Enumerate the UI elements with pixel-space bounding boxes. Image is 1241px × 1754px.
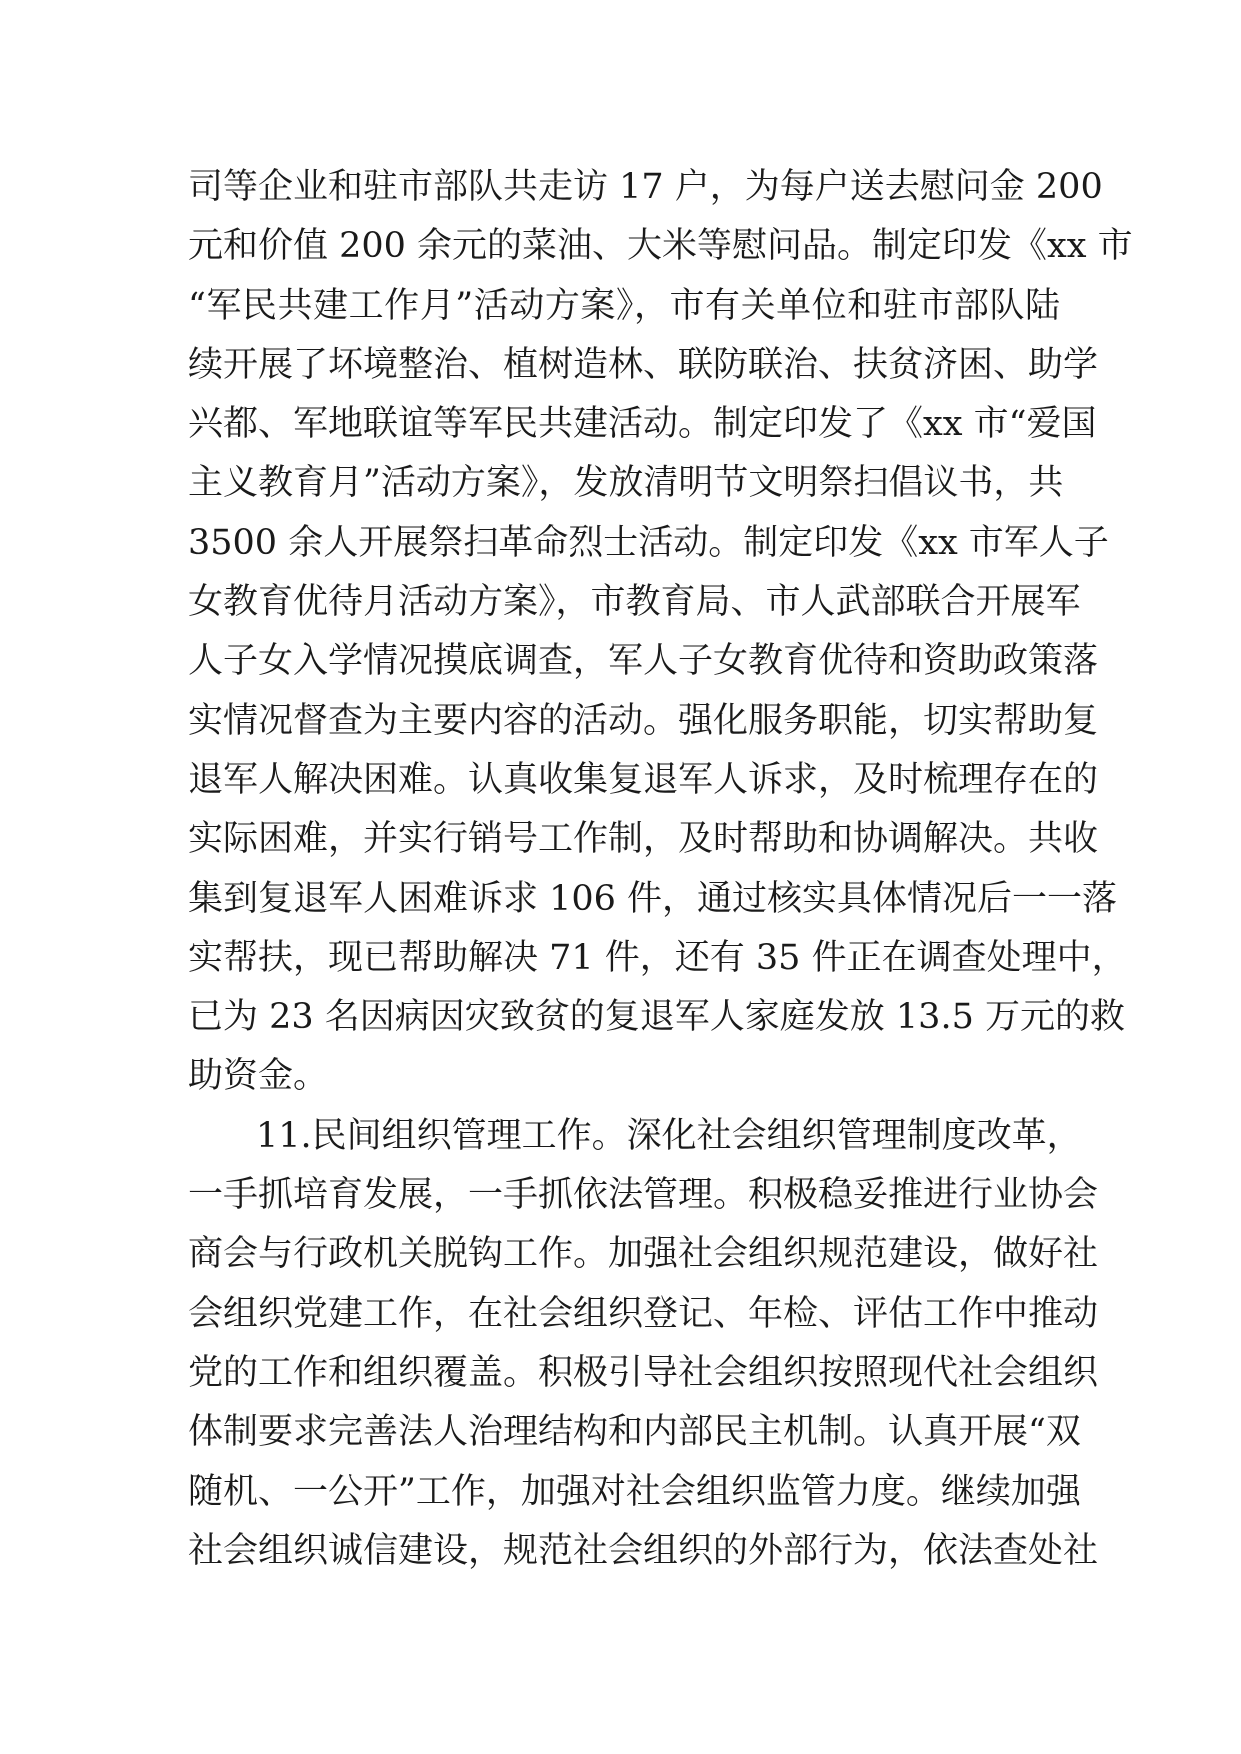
- text-line: 集到复退军人困难诉求 106 件，通过核实具体情况后一一落: [188, 878, 1118, 919]
- text-line: 会组织党建工作，在社会组织登记、年检、评估工作中推动: [188, 1293, 1099, 1334]
- text-line: 兴都、军地联谊等军民共建活动。制定印发了《xx 市“爱国: [188, 404, 1097, 445]
- text-line: 司等企业和驻市部队共走访 17 户，为每户送去慰问金 200: [188, 167, 1103, 207]
- text-line: 主义教育月”活动方案》，发放清明节文明祭扫倡议书，共: [188, 463, 1064, 504]
- text-line: 商会与行政机关脱钩工作。加强社会组织规范建设，做好社: [188, 1234, 1099, 1275]
- text-line: 女教育优待月活动方案》，市教育局、市人武部联合开展军: [188, 582, 1081, 623]
- text-line: 3500 余人开展祭扫革命烈士活动。制定印发《xx 市军人子: [188, 522, 1109, 563]
- text-line: 人子女入学情况摸底调查，军人子女教育优待和资助政策落: [188, 641, 1099, 682]
- text-line: 随机、一公开”工作，加强对社会组织监管力度。继续加强: [188, 1471, 1081, 1512]
- text-line: “军民共建工作月”活动方案》，市有关单位和驻市部队陆: [188, 285, 1060, 326]
- section-heading-line: 11.民间组织管理工作。深化社会组织管理制度改革，: [256, 1115, 1082, 1156]
- text-line: 社会组织诚信建设，规范社会组织的外部行为，依法查处社: [188, 1530, 1099, 1571]
- text-line: 退军人解决困难。认真收集复退军人诉求，及时梳理存在的: [188, 759, 1099, 800]
- text-line: 实帮扶，现已帮助解决 71 件，还有 35 件正在调查处理中，: [188, 937, 1127, 978]
- text-line: 党的工作和组织覆盖。积极引导社会组织按照现代社会组织: [188, 1352, 1099, 1393]
- text-line: 实际困难，并实行销号工作制，及时帮助和协调解决。共收: [188, 819, 1099, 860]
- text-line: 续开展了坏境整治、植树造林、联防联治、扶贫济困、助学: [188, 344, 1099, 385]
- text-line: 实情况督查为主要内容的活动。强化服务职能，切实帮助复: [188, 700, 1099, 741]
- text-line: 助资金。: [188, 1056, 329, 1097]
- body-text: [188, 158, 1133, 1581]
- text-line: 元和价值 200 余元的菜油、大米等慰问品。制定印发《xx 市: [188, 226, 1133, 267]
- text-line: 已为 23 名因病因灾致贫的复退军人家庭发放 13.5 万元的救: [188, 997, 1125, 1038]
- text-line: 体制要求完善法人治理结构和内部民主机制。认真开展“双: [188, 1412, 1081, 1453]
- text-line: 一手抓培育发展，一手抓依法管理。积极稳妥推进行业协会: [188, 1175, 1099, 1216]
